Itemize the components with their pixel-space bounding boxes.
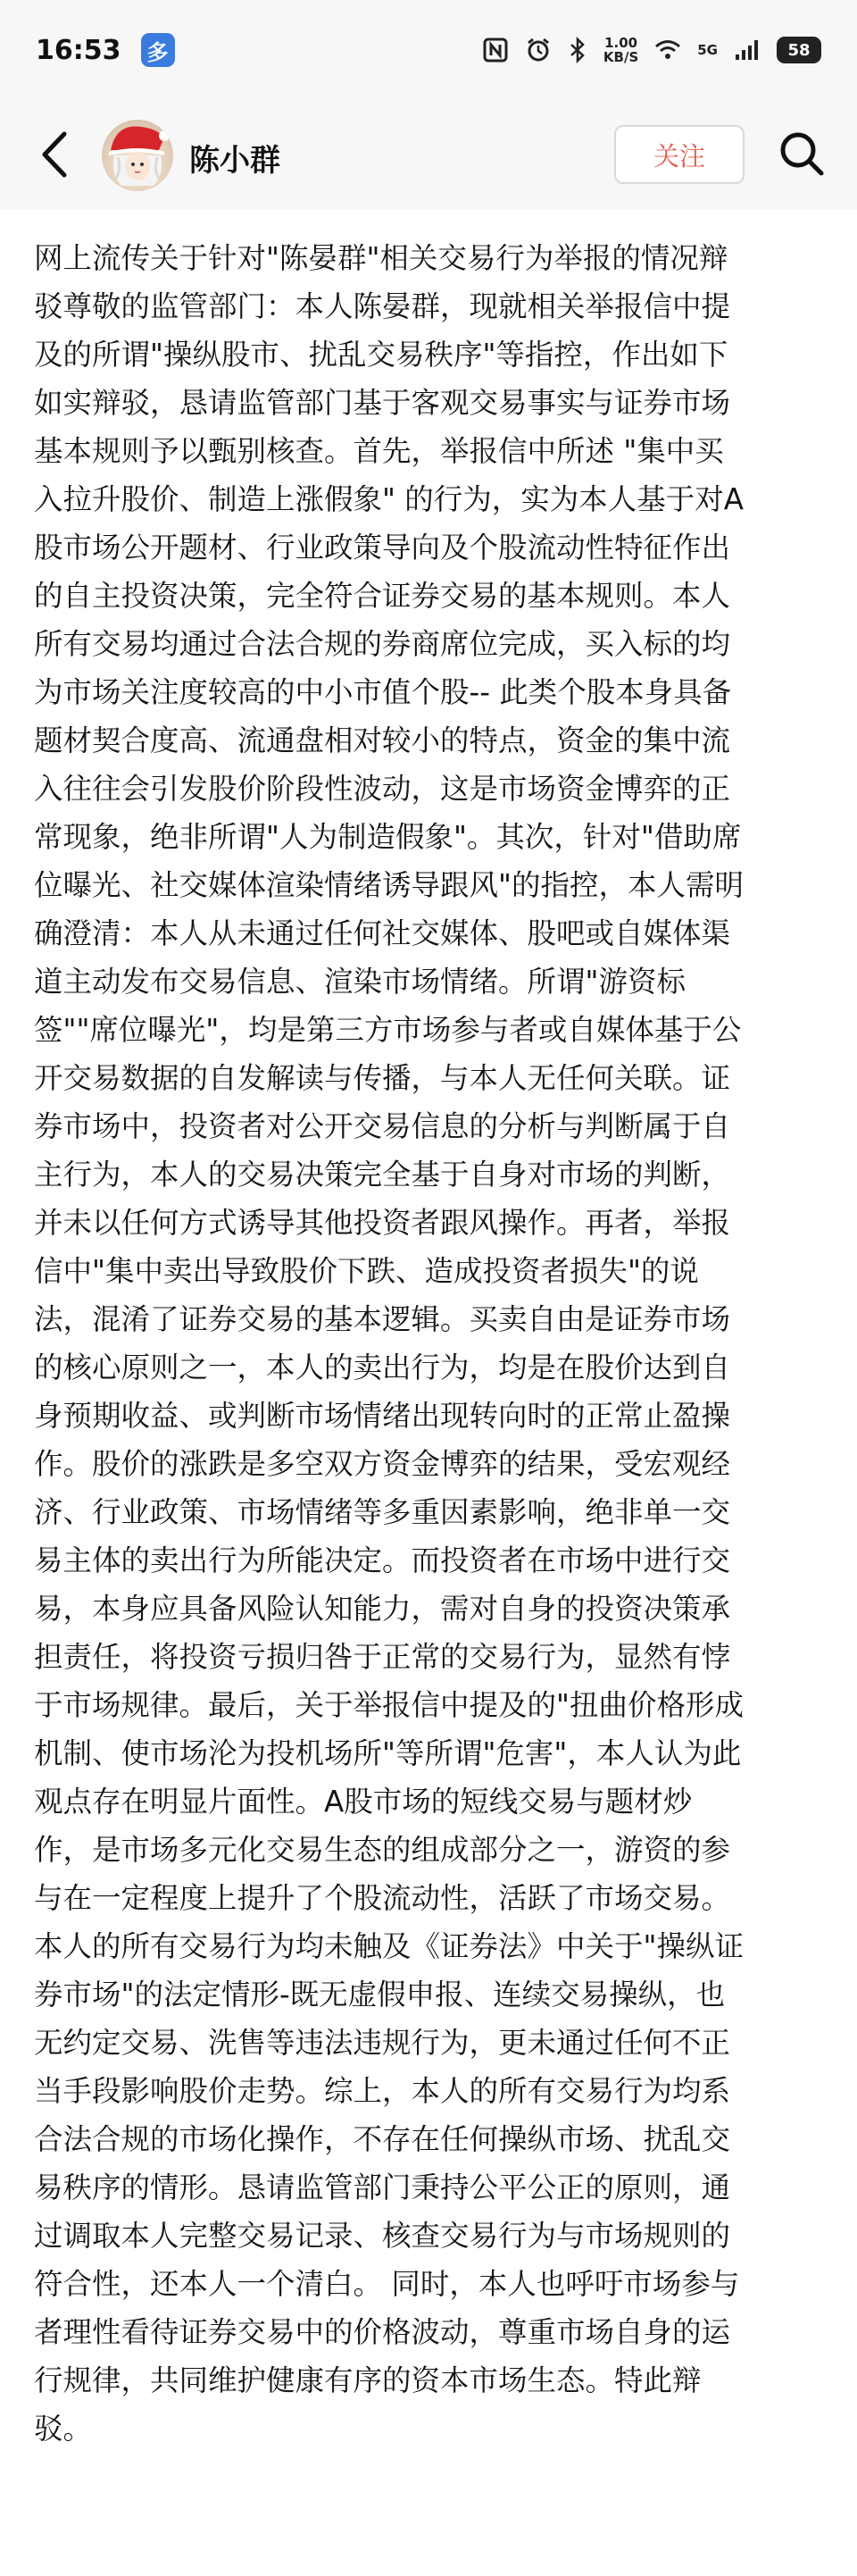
post-text-line: 道主动发布交易信息、渲染市场情绪。所谓"游资标 [34,965,686,999]
post-text-line: 券市场"的法定情形-既无虚假申报、连续交易操纵，也 [34,1978,726,2011]
post-text-line: 作。股价的涨跌是多空双方资金博弈的结果，受宏观经 [34,1447,731,1481]
post-text-line: 股市场公开题材、行业政策导向及个股流动性特征作出 [34,531,731,565]
back-button[interactable] [34,129,79,180]
post-text-line: 位曝光、社交媒体渲染情绪诱导跟风"的指控，本人需明 [34,868,744,902]
post-text-line: 当手段影响股价走势。综上，本人的所有交易行为均系 [34,2074,731,2108]
post-text-line: 及的所谓"操纵股市、扰乱交易秩序"等指控，作出如下 [34,338,728,372]
post-text-line: 的自主投资决策，完全符合证券交易的基本规则。本人 [34,579,731,613]
author-name[interactable]: 陈小群 [189,143,280,179]
post-text-line: 为市场关注度较高的中小市值个股-- 此类个股本身具备 [34,675,732,709]
post-text-line: 者理性看待证券交易中的价格波动，尊重市场自身的运 [34,2315,731,2349]
post-text-line: 所有交易均通过合法合规的券商席位完成，买入标的均 [34,627,731,661]
post-text-line: 本人的所有交易行为均未触及《证券法》中关于"操纵证 [34,1929,744,1963]
signal-icon [734,38,761,62]
post-text-line: 担责任，将投资亏损归咎于正常的交易行为，显然有悖 [34,1640,731,1674]
alarm-icon [525,37,552,63]
post-text-line: 于市场规律。最后，关于举报信中提及的"扭曲价格形成 [34,1688,744,1722]
network-speed-value: 1.00 [604,35,638,51]
post-text-line: 无约定交易、洗售等违法违规行为，更未通过任何不正 [34,2026,731,2060]
post-text-line: 题材契合度高、流通盘相对较小的特点，资金的集中流 [34,723,731,757]
follow-button[interactable]: 关注 [614,125,745,184]
status-time: 16:53 [36,34,121,66]
post-text-line: 合法合规的市场化操作，不存在任何操纵市场、扰乱交 [34,2122,731,2156]
post-text-line: 券市场中，投资者对公开交易信息的分析与判断属于自 [34,1109,731,1143]
post-text-line: 并未以任何方式诱导其他投资者跟风操作。再者，举报 [34,1206,731,1240]
network-speed [603,36,638,64]
post-text-line: 过调取本人完整交易记录、核查交易行为与市场规则的 [34,2219,731,2253]
post-text-line: 常现象，绝非所谓"人为制造假象"。其次，针对"借助席 [34,820,742,854]
post-text-line: 开交易数据的自发解读与传播，与本人无任何关联。证 [34,1061,731,1095]
post-text-line: 济、行业政策、市场情绪等多重因素影响，绝非单一交 [34,1495,731,1529]
network-speed-unit: KB/S [603,49,639,65]
post-text-line: 驳。 [34,2412,93,2446]
nav-bar [0,100,857,209]
post-text-line: 符合性，还本人一个清白。 同时，本人也呼吁市场参与 [34,2267,740,2301]
post-text-line: 机制、使市场沦为投机场所"等所谓"危害"，本人认为此 [34,1736,742,1770]
post-text-line: 确澄清：本人从未通过任何社交媒体、股吧或自媒体渠 [34,916,731,950]
post-text-line: 易主体的卖出行为所能决定。而投资者在市场中进行交 [34,1543,731,1577]
post-text-line: 作，是市场多元化交易生态的组成部分之一，游资的参 [34,1833,731,1867]
post-text-line: 易秩序的情形。恳请监管部门秉持公平公正的原则，通 [34,2170,731,2204]
signal-label: 5G [697,42,718,58]
post-text-line: 观点存在明显片面性。A股市场的短线交易与题材炒 [34,1785,693,1819]
status-bar [0,0,857,100]
avatar[interactable] [102,120,173,191]
post-text-line: 签""席位曝光"，均是第三方市场参与者或自媒体基于公 [34,1013,742,1047]
post-text-line: 法，混淆了证券交易的基本逻辑。买卖自由是证券市场 [34,1302,731,1336]
back-arrow-icon [34,129,79,180]
nfc-icon [482,37,509,63]
post-text-line: 基本规则予以甄别核查。首先，举报信中所述 "集中买 [34,434,724,468]
post-text-line: 与在一定程度上提升了个股流动性，活跃了市场交易。 [34,1881,731,1915]
avatar-illustration [102,120,173,191]
search-icon [775,127,828,180]
post-text-line: 网上流传关于针对"陈晏群"相关交易行为举报的情况辩 [34,241,728,275]
battery-icon: 58 [777,37,821,63]
post-text-line: 信中"集中卖出导致股价下跌、造成投资者损失"的说 [34,1254,699,1288]
post-text-line: 的核心原则之一，本人的卖出行为，均是在股价达到自 [34,1351,731,1384]
post-text-line: 主行为，本人的交易决策完全基于自身对市场的判断， [34,1158,731,1192]
search-button[interactable] [775,127,828,180]
wifi-icon [654,38,681,62]
post-text-line: 入拉升股价、制造上涨假象" 的行为，实为本人基于对A [34,482,745,516]
bluetooth-icon [568,37,587,63]
post-body [34,234,825,2453]
post-text-line: 易，本身应具备风险认知能力，需对自身的投资决策承 [34,1592,731,1626]
post-text-line: 入往往会引发股价阶段性波动，这是市场资金博弈的正 [34,772,731,806]
status-icons [482,36,821,64]
post-text-line: 如实辩驳，恳请监管部门基于客观交易事实与证券市场 [34,386,731,420]
post-text-line: 身预期收益、或判断市场情绪出现转向时的正常止盈操 [34,1399,731,1433]
post-text-line: 驳尊敬的监管部门：本人陈晏群，现就相关举报信中提 [34,289,731,323]
post-text-line: 行规律，共同维护健康有序的资本市场生态。特此辩 [34,2363,702,2397]
app-notification-icon: 多 [141,33,175,67]
